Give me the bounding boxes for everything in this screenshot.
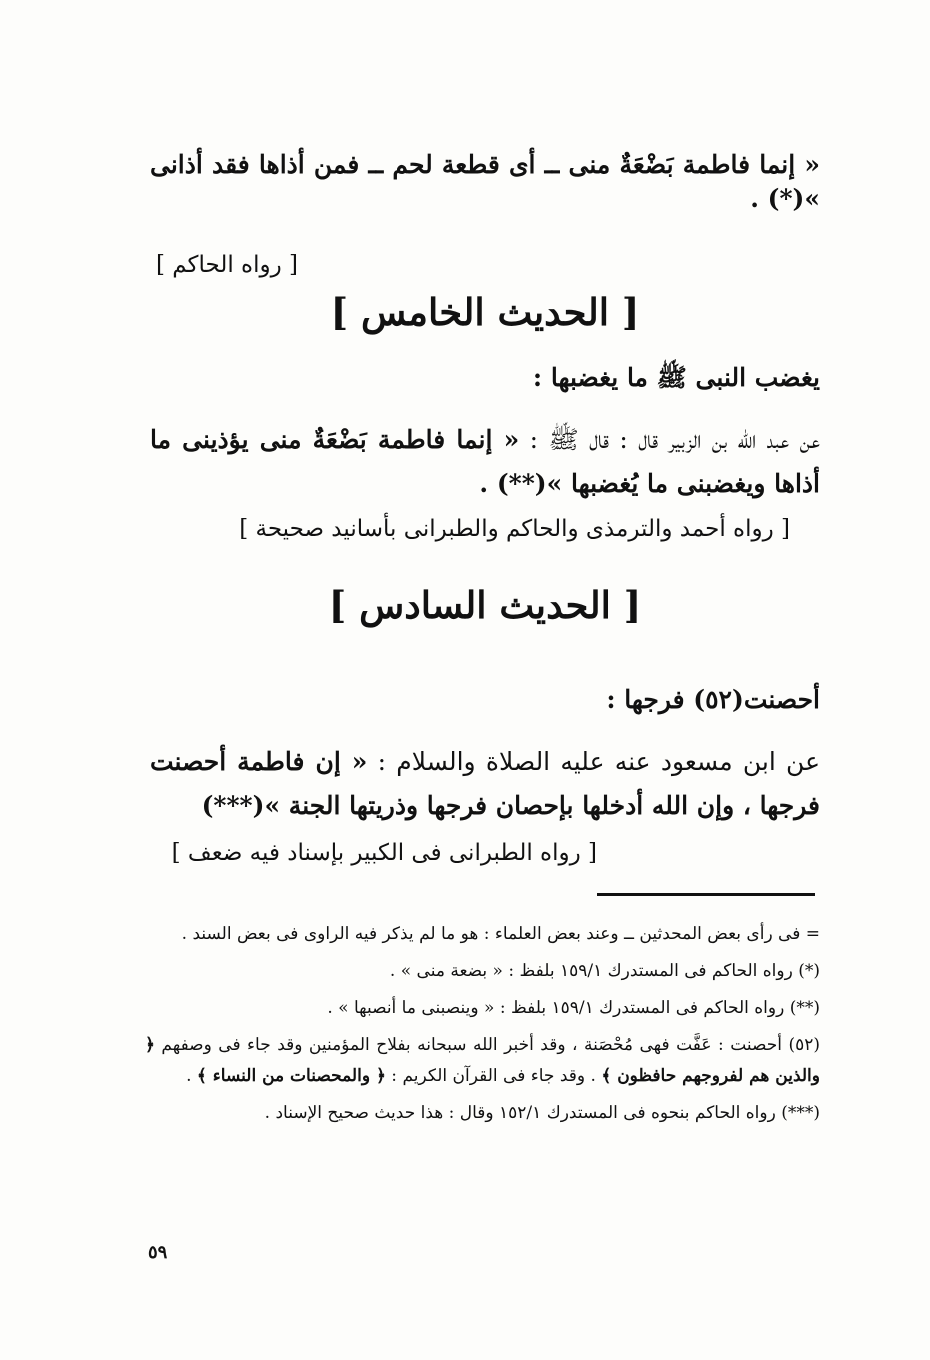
footnote-52-text: (٥٢) أحصنت : عَفَّت فهى مُحْصَنة ، وقد أخبر الله سبحانه بفلاح المؤمنين وقد جاء فى وصفهم bbox=[154, 1035, 820, 1055]
footnote-52-verse-1: ﴿ والذين هم لفروجهم حافظون ﴾ bbox=[145, 1035, 820, 1086]
hadith-5-quote: « إنما فاطمة بَضْعَةٌ منى يؤذينى ما أذاها ويغضبنى ما يُغضبها »(**) . bbox=[150, 425, 820, 498]
hadith-6-heading: [ الحديث السادس ] bbox=[328, 583, 642, 627]
hadith-5-source: [ رواه أحمد والترمذى والحاكم والطبرانى بأسانيد صحيحة ] bbox=[239, 516, 790, 542]
footnote-52 bbox=[145, 1030, 820, 1092]
hadith-5-intro: عن عبد الله بن الزبير قال : قال ﷺ : bbox=[519, 425, 821, 454]
source-attribution-hakim: [ رواه الحاكم ] bbox=[155, 252, 298, 278]
footnote-star-3: (***) رواه الحاكم بنحوه فى المستدرك ١٥٢/١ وقال : هذا حديث صحيح الإسناد . bbox=[264, 1103, 820, 1123]
footnotes-section bbox=[145, 925, 820, 1135]
hadith-5-subheading: يغضب النبى ﷺ ما يغضبها : bbox=[532, 363, 820, 392]
hadith-6-subheading: أحصنت(٥٢) فرجها : bbox=[606, 685, 820, 714]
footnote-52-verse-2: ﴿ والمحصنات من النساء ﴾ bbox=[196, 1066, 386, 1086]
footnote-52-text-2: . وقد جاء فى القرآن الكريم : bbox=[385, 1066, 602, 1086]
hadith-5-text bbox=[150, 418, 820, 506]
footnote-star-1: (*) رواه الحاكم فى المستدرك ١٥٩/١ بلفظ : « بضعة منى » . bbox=[389, 961, 820, 981]
opening-quote: « إنما فاطمة بَضْعَةٌ منى ــ أى قطعة لحم ــ فمن أذاها فقد أذانى »(*) . bbox=[150, 150, 820, 213]
footnote-divider bbox=[597, 893, 815, 896]
footnote-52-end: . bbox=[186, 1066, 197, 1086]
hadith-6-quote: « إن فاطمة أحصنت فرجها ، وإن الله أدخلها بإحصان فرجها وذريتها الجنة »(***) bbox=[150, 747, 820, 820]
footnote-continuation: = فى رأى بعض المحدثين ــ وعند بعض العلماء : هو ما لم يذكر فيه الراوى فى بعض السند . bbox=[181, 924, 820, 944]
hadith-6-intro: عن ابن مسعود عنه عليه الصلاة والسلام : bbox=[367, 747, 820, 776]
hadith-6-text bbox=[150, 740, 820, 828]
hadith-6-source: [ رواه الطبرانى فى الكبير بإسناد فيه ضعف ] bbox=[171, 840, 597, 866]
hadith-5-heading: [ الحديث الخامس ] bbox=[330, 290, 640, 334]
footnote-star-2: (**) رواه الحاكم فى المستدرك ١٥٩/١ بلفظ : « وينصبنى ما أنصبها » . bbox=[327, 998, 820, 1018]
page-number: ٥٩ bbox=[148, 1242, 168, 1263]
